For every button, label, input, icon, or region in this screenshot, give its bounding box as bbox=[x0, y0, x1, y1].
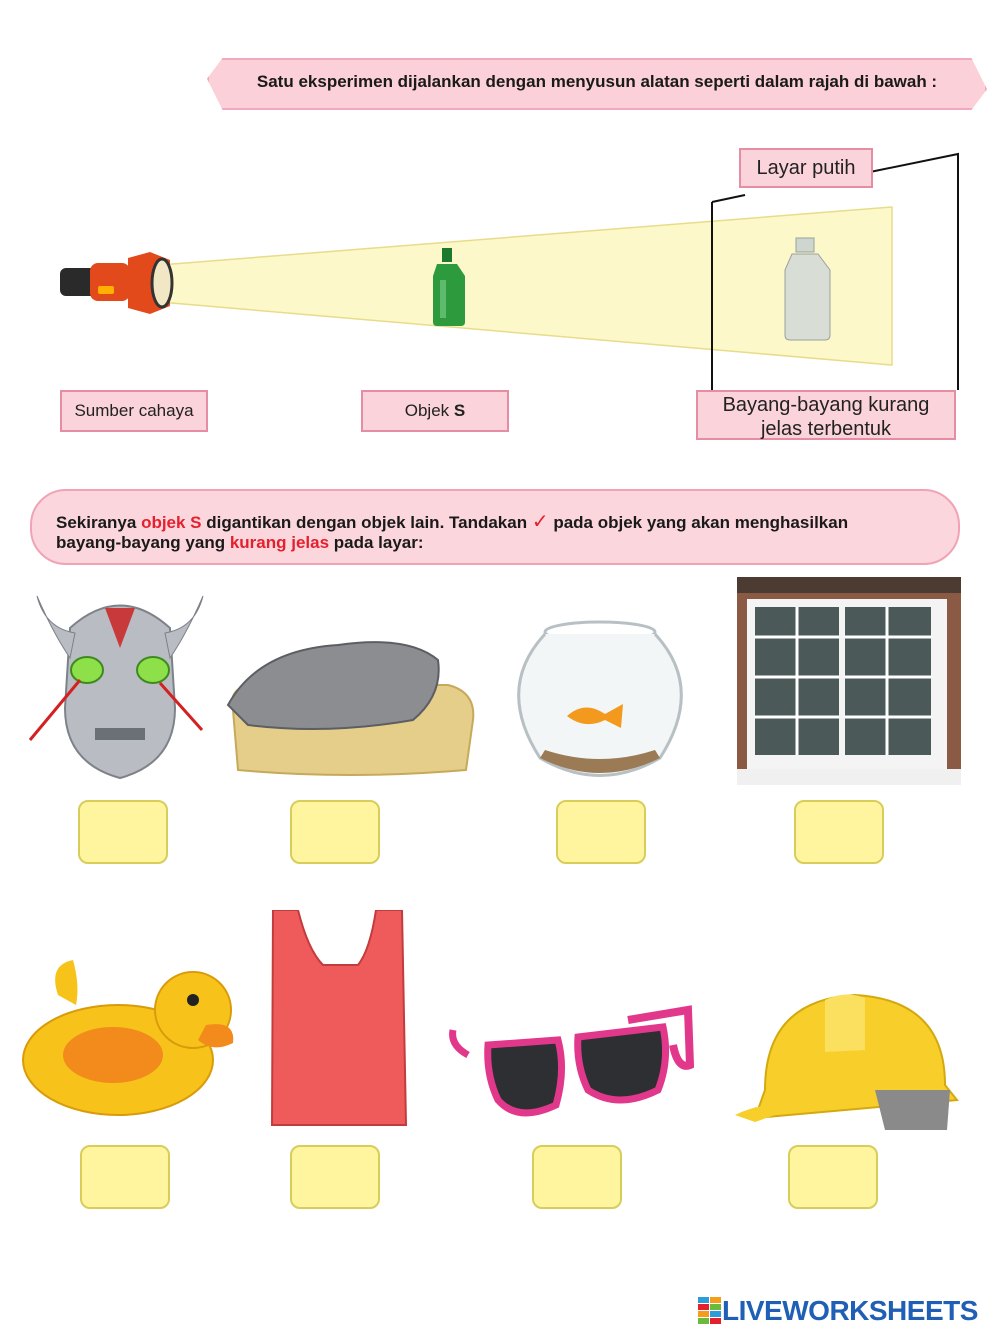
answer-box-safety-helmet[interactable] bbox=[788, 1145, 878, 1209]
light-source-label: Sumber cahaya bbox=[60, 390, 208, 432]
instruction-text: Satu eksperimen dijalankan dengan menyusun alatan seperti dalam rajah di bawah : bbox=[256, 72, 938, 91]
sunglasses-icon bbox=[448, 1005, 694, 1125]
instruction-banner bbox=[207, 58, 987, 110]
check-mark-icon: ✓ bbox=[531, 511, 549, 533]
liveworksheets-logo bbox=[698, 1297, 978, 1325]
question-line-2: bayang-bayang yang kurang jelas pada layar: bbox=[56, 533, 424, 552]
answer-box-fishbowl[interactable] bbox=[556, 800, 646, 864]
brand-name: LIVEWORKSHEETS bbox=[722, 1295, 978, 1326]
pillows-icon bbox=[218, 630, 480, 778]
plastic-bag-icon bbox=[268, 910, 408, 1128]
answer-box-ultraman-mask[interactable] bbox=[78, 800, 168, 864]
object-s-label: Objek S bbox=[361, 390, 509, 432]
safety-helmet-icon bbox=[735, 990, 959, 1140]
answer-box-sunglasses[interactable] bbox=[532, 1145, 622, 1209]
ultraman-mask-icon bbox=[25, 588, 215, 788]
answer-box-pillows[interactable] bbox=[290, 800, 380, 864]
light-beam bbox=[160, 207, 892, 365]
window-icon bbox=[737, 577, 961, 785]
fishbowl-icon bbox=[505, 618, 695, 786]
answer-box-duck-float[interactable] bbox=[80, 1145, 170, 1209]
answer-box-plastic-bag[interactable] bbox=[290, 1145, 380, 1209]
liveworksheets-logo-icon bbox=[698, 1297, 722, 1325]
question-banner bbox=[30, 489, 960, 565]
shadow-label: Bayang-bayang kurang jelas terbentuk bbox=[696, 390, 956, 440]
duck-float-icon bbox=[18, 955, 238, 1125]
answer-box-window[interactable] bbox=[794, 800, 884, 864]
question-line-1: Sekiranya objek S digantikan dengan objek lain. Tandakan ✓ pada objek yang akan menghasilkan bbox=[56, 511, 849, 533]
screen-label: Layar putih bbox=[739, 148, 873, 188]
flashlight-icon bbox=[60, 252, 172, 314]
